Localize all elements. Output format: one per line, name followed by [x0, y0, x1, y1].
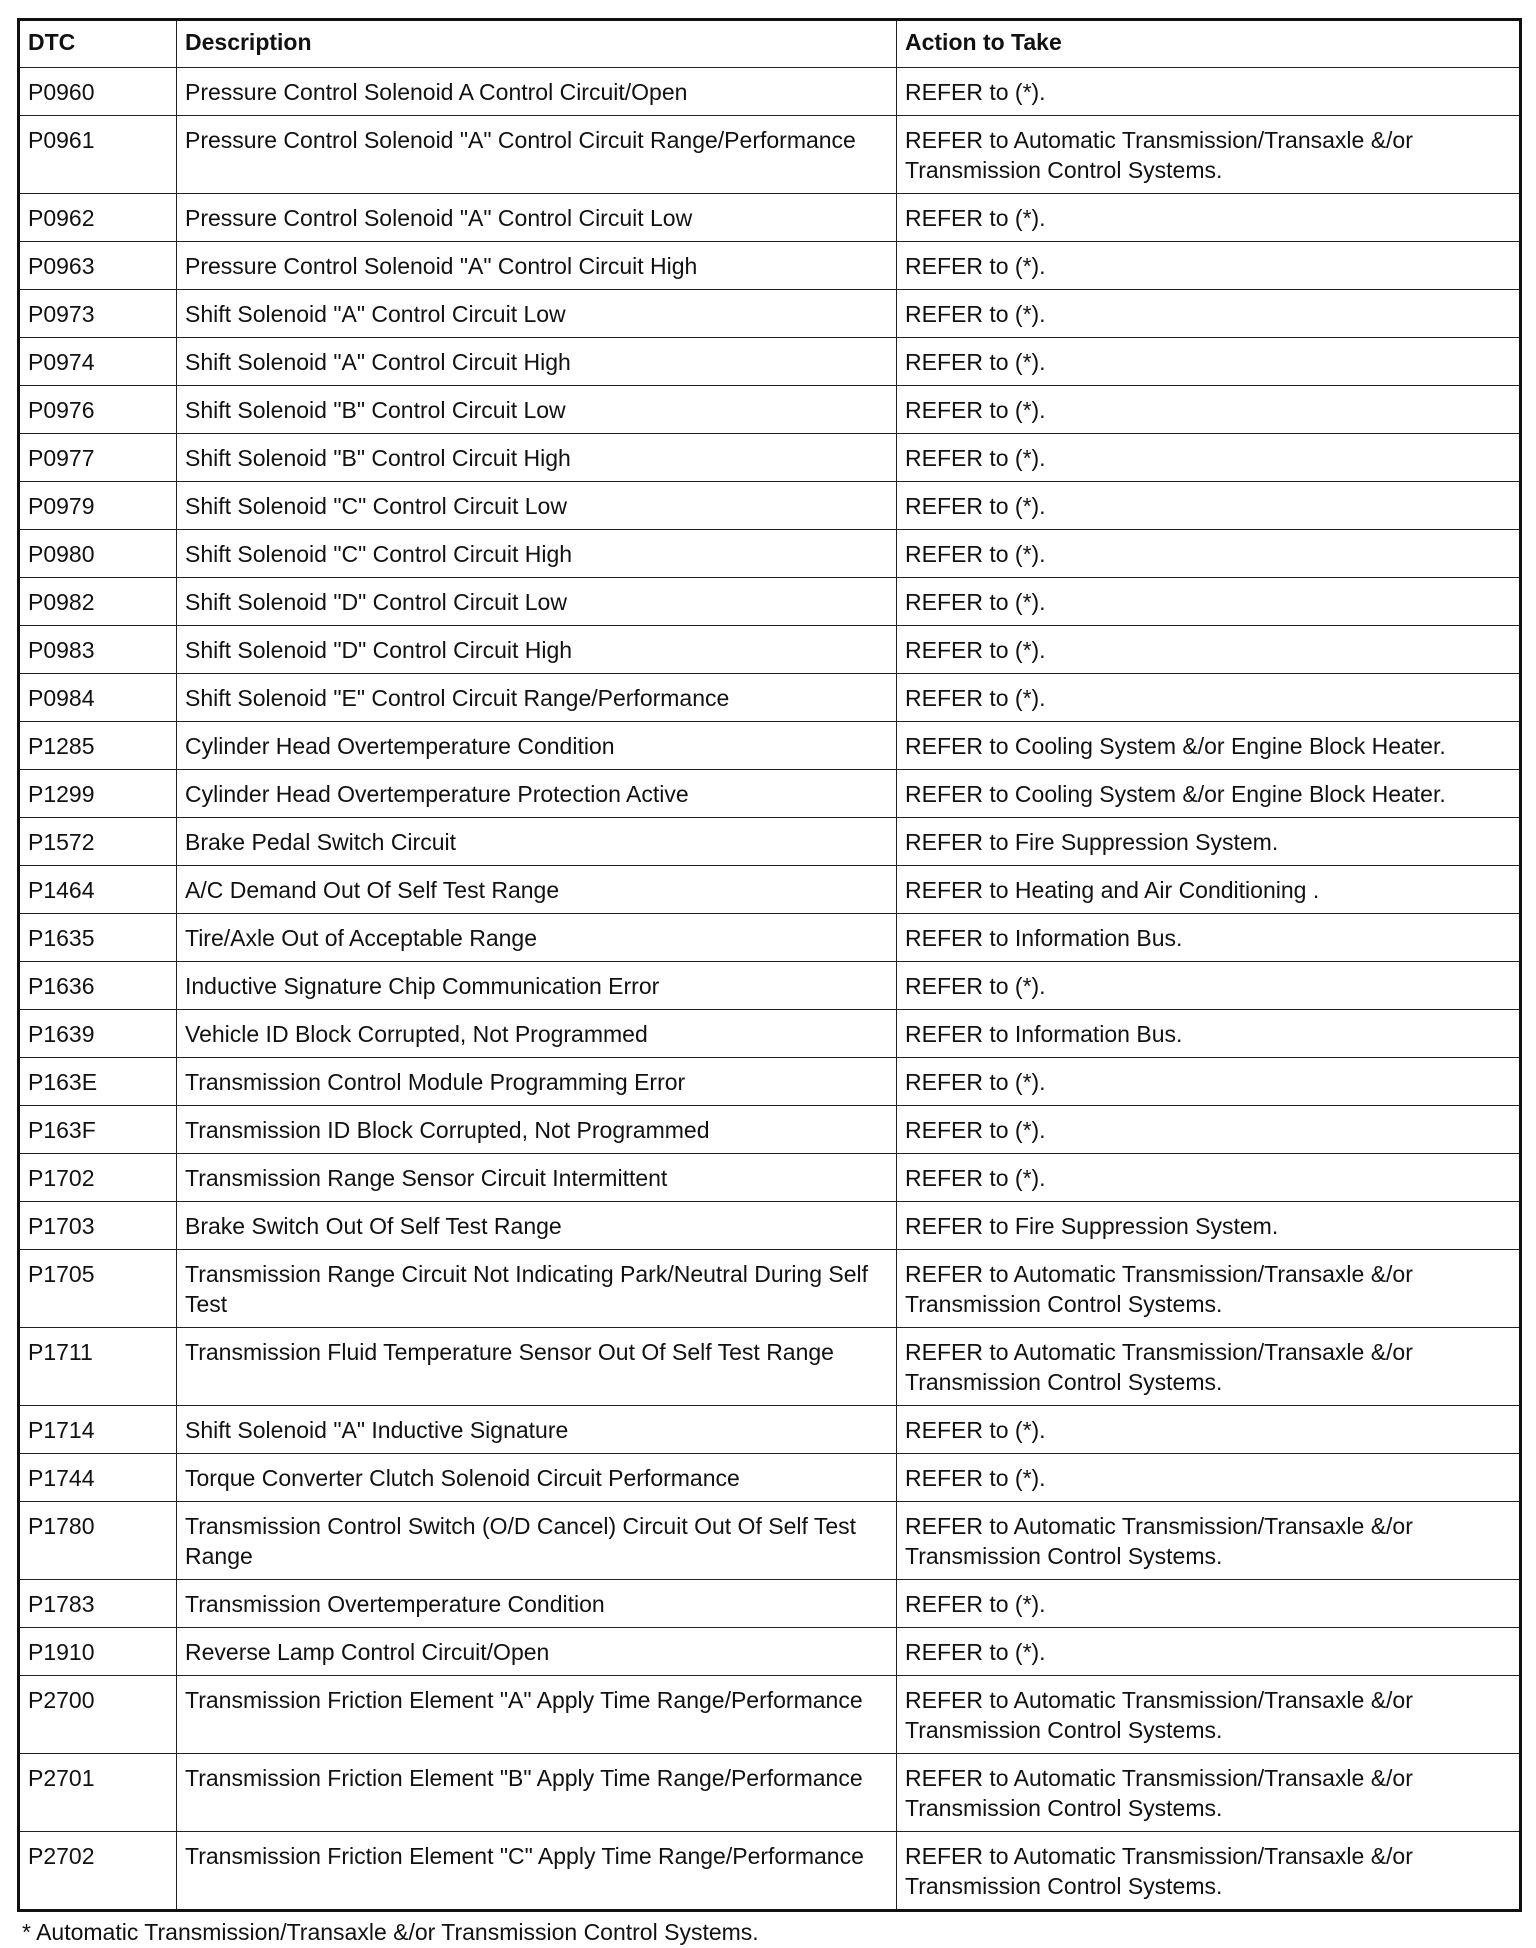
dtc-code: P2702: [19, 1832, 177, 1911]
dtc-action: REFER to (*).: [897, 626, 1521, 674]
dtc-description: Cylinder Head Overtemperature Condition: [177, 722, 897, 770]
table-row: [19, 1502, 1521, 1580]
dtc-description: Transmission Range Circuit Not Indicating Park/Neutral During Self Test: [177, 1250, 897, 1328]
dtc-action: REFER to Automatic Transmission/Transaxle &/or Transmission Control Systems.: [897, 1832, 1521, 1911]
dtc-code: P0979: [19, 482, 177, 530]
table-row: [19, 434, 1521, 482]
dtc-action: REFER to (*).: [897, 434, 1521, 482]
dtc-description: Pressure Control Solenoid "A" Control Circuit Low: [177, 194, 897, 242]
dtc-action: REFER to (*).: [897, 1106, 1521, 1154]
table-row: [19, 1058, 1521, 1106]
dtc-action: REFER to Automatic Transmission/Transaxle &/or Transmission Control Systems.: [897, 1676, 1521, 1754]
dtc-action: REFER to (*).: [897, 290, 1521, 338]
table-row: [19, 530, 1521, 578]
dtc-description: Pressure Control Solenoid A Control Circuit/Open: [177, 68, 897, 116]
table-row: [19, 578, 1521, 626]
dtc-code: P1464: [19, 866, 177, 914]
table-row: [19, 1754, 1521, 1832]
dtc-code: P1910: [19, 1628, 177, 1676]
dtc-action: REFER to Fire Suppression System.: [897, 818, 1521, 866]
dtc-code: P1703: [19, 1202, 177, 1250]
dtc-description: Shift Solenoid "E" Control Circuit Range/Performance: [177, 674, 897, 722]
table-row: [19, 626, 1521, 674]
dtc-description: Transmission Friction Element "B" Apply Time Range/Performance: [177, 1754, 897, 1832]
dtc-action: REFER to Automatic Transmission/Transaxle &/or Transmission Control Systems.: [897, 1754, 1521, 1832]
dtc-description: Transmission ID Block Corrupted, Not Programmed: [177, 1106, 897, 1154]
table-row: [19, 818, 1521, 866]
dtc-description: Shift Solenoid "A" Inductive Signature: [177, 1406, 897, 1454]
header-description: Description: [177, 20, 897, 68]
table-row: [19, 1454, 1521, 1502]
dtc-code: P163E: [19, 1058, 177, 1106]
dtc-action: REFER to (*).: [897, 578, 1521, 626]
dtc-code: P1705: [19, 1250, 177, 1328]
table-row: [19, 290, 1521, 338]
table-body: [19, 68, 1521, 1911]
dtc-description: Brake Pedal Switch Circuit: [177, 818, 897, 866]
dtc-code: P1714: [19, 1406, 177, 1454]
table-row: [19, 116, 1521, 194]
dtc-description: Transmission Control Switch (O/D Cancel) Circuit Out Of Self Test Range: [177, 1502, 897, 1580]
dtc-action: REFER to Heating and Air Conditioning .: [897, 866, 1521, 914]
dtc-description: Shift Solenoid "C" Control Circuit High: [177, 530, 897, 578]
table-row: [19, 242, 1521, 290]
dtc-description: Torque Converter Clutch Solenoid Circuit Performance: [177, 1454, 897, 1502]
dtc-action: REFER to (*).: [897, 1058, 1521, 1106]
dtc-code: P1572: [19, 818, 177, 866]
dtc-code: P1744: [19, 1454, 177, 1502]
dtc-action: REFER to (*).: [897, 1628, 1521, 1676]
table-row: [19, 1328, 1521, 1406]
table-row: [19, 1832, 1521, 1911]
dtc-action: REFER to Automatic Transmission/Transaxle &/or Transmission Control Systems.: [897, 1328, 1521, 1406]
header-action: Action to Take: [897, 20, 1521, 68]
table-row: [19, 68, 1521, 116]
dtc-action: REFER to (*).: [897, 386, 1521, 434]
dtc-table: [17, 18, 1522, 1912]
dtc-code: P0982: [19, 578, 177, 626]
dtc-code: P1636: [19, 962, 177, 1010]
dtc-action: REFER to (*).: [897, 338, 1521, 386]
dtc-description: Tire/Axle Out of Acceptable Range: [177, 914, 897, 962]
table-row: [19, 1010, 1521, 1058]
dtc-code: P0973: [19, 290, 177, 338]
dtc-description: Cylinder Head Overtemperature Protection Active: [177, 770, 897, 818]
dtc-description: Vehicle ID Block Corrupted, Not Programmed: [177, 1010, 897, 1058]
dtc-description: Transmission Range Sensor Circuit Intermittent: [177, 1154, 897, 1202]
dtc-code: P1299: [19, 770, 177, 818]
dtc-code: P1780: [19, 1502, 177, 1580]
dtc-code: P1635: [19, 914, 177, 962]
table-row: [19, 1202, 1521, 1250]
dtc-code: P1285: [19, 722, 177, 770]
dtc-action: REFER to Automatic Transmission/Transaxle &/or Transmission Control Systems.: [897, 116, 1521, 194]
dtc-code: P0961: [19, 116, 177, 194]
dtc-code: P2700: [19, 1676, 177, 1754]
dtc-code: P0983: [19, 626, 177, 674]
dtc-action: REFER to (*).: [897, 242, 1521, 290]
dtc-code: P0960: [19, 68, 177, 116]
dtc-description: Inductive Signature Chip Communication Error: [177, 962, 897, 1010]
dtc-description: Shift Solenoid "B" Control Circuit Low: [177, 386, 897, 434]
table-row: [19, 1676, 1521, 1754]
dtc-action: REFER to Automatic Transmission/Transaxle &/or Transmission Control Systems.: [897, 1250, 1521, 1328]
header-dtc: DTC: [19, 20, 177, 68]
table-header-row: [19, 20, 1521, 68]
dtc-action: REFER to (*).: [897, 1154, 1521, 1202]
dtc-action: REFER to Automatic Transmission/Transaxle &/or Transmission Control Systems.: [897, 1502, 1521, 1580]
table-row: [19, 338, 1521, 386]
table-row: [19, 386, 1521, 434]
dtc-description: Pressure Control Solenoid "A" Control Circuit Range/Performance: [177, 116, 897, 194]
dtc-description: A/C Demand Out Of Self Test Range: [177, 866, 897, 914]
dtc-description: Transmission Control Module Programming Error: [177, 1058, 897, 1106]
dtc-description: Transmission Overtemperature Condition: [177, 1580, 897, 1628]
dtc-action: REFER to (*).: [897, 194, 1521, 242]
table-row: [19, 674, 1521, 722]
table-row: [19, 962, 1521, 1010]
table-row: [19, 722, 1521, 770]
table-row: [19, 1154, 1521, 1202]
table-row: [19, 1580, 1521, 1628]
dtc-description: Shift Solenoid "D" Control Circuit High: [177, 626, 897, 674]
dtc-description: Shift Solenoid "D" Control Circuit Low: [177, 578, 897, 626]
dtc-action: REFER to Cooling System &/or Engine Block Heater.: [897, 770, 1521, 818]
table-row: [19, 770, 1521, 818]
dtc-code: P163F: [19, 1106, 177, 1154]
table-row: [19, 1106, 1521, 1154]
dtc-action: REFER to (*).: [897, 1580, 1521, 1628]
dtc-code: P0984: [19, 674, 177, 722]
dtc-code: P1783: [19, 1580, 177, 1628]
dtc-code: P0963: [19, 242, 177, 290]
dtc-code: P0962: [19, 194, 177, 242]
dtc-description: Pressure Control Solenoid "A" Control Circuit High: [177, 242, 897, 290]
footnote: * Automatic Transmission/Transaxle &/or Transmission Control Systems.: [22, 1919, 759, 1945]
dtc-description: Reverse Lamp Control Circuit/Open: [177, 1628, 897, 1676]
dtc-code: P1711: [19, 1328, 177, 1406]
dtc-action: REFER to (*).: [897, 530, 1521, 578]
dtc-code: P1639: [19, 1010, 177, 1058]
dtc-code: P0980: [19, 530, 177, 578]
dtc-action: REFER to (*).: [897, 482, 1521, 530]
dtc-action: REFER to Cooling System &/or Engine Block Heater.: [897, 722, 1521, 770]
dtc-action: REFER to Information Bus.: [897, 1010, 1521, 1058]
dtc-action: REFER to (*).: [897, 1454, 1521, 1502]
dtc-description: Transmission Friction Element "C" Apply Time Range/Performance: [177, 1832, 897, 1911]
dtc-description: Shift Solenoid "A" Control Circuit High: [177, 338, 897, 386]
table-row: [19, 1250, 1521, 1328]
table-row: [19, 1628, 1521, 1676]
dtc-action: REFER to (*).: [897, 1406, 1521, 1454]
table-row: [19, 866, 1521, 914]
dtc-description: Shift Solenoid "C" Control Circuit Low: [177, 482, 897, 530]
dtc-description: Shift Solenoid "A" Control Circuit Low: [177, 290, 897, 338]
dtc-action: REFER to (*).: [897, 962, 1521, 1010]
dtc-code: P2701: [19, 1754, 177, 1832]
dtc-action: REFER to Information Bus.: [897, 914, 1521, 962]
table-row: [19, 914, 1521, 962]
dtc-action: REFER to (*).: [897, 674, 1521, 722]
dtc-code: P0976: [19, 386, 177, 434]
dtc-action: REFER to (*).: [897, 68, 1521, 116]
dtc-code: P0977: [19, 434, 177, 482]
dtc-action: REFER to Fire Suppression System.: [897, 1202, 1521, 1250]
dtc-description: Transmission Fluid Temperature Sensor Out Of Self Test Range: [177, 1328, 897, 1406]
dtc-code: P1702: [19, 1154, 177, 1202]
dtc-description: Transmission Friction Element "A" Apply Time Range/Performance: [177, 1676, 897, 1754]
dtc-description: Shift Solenoid "B" Control Circuit High: [177, 434, 897, 482]
table-row: [19, 482, 1521, 530]
dtc-description: Brake Switch Out Of Self Test Range: [177, 1202, 897, 1250]
table-row: [19, 194, 1521, 242]
dtc-code: P0974: [19, 338, 177, 386]
table-row: [19, 1406, 1521, 1454]
